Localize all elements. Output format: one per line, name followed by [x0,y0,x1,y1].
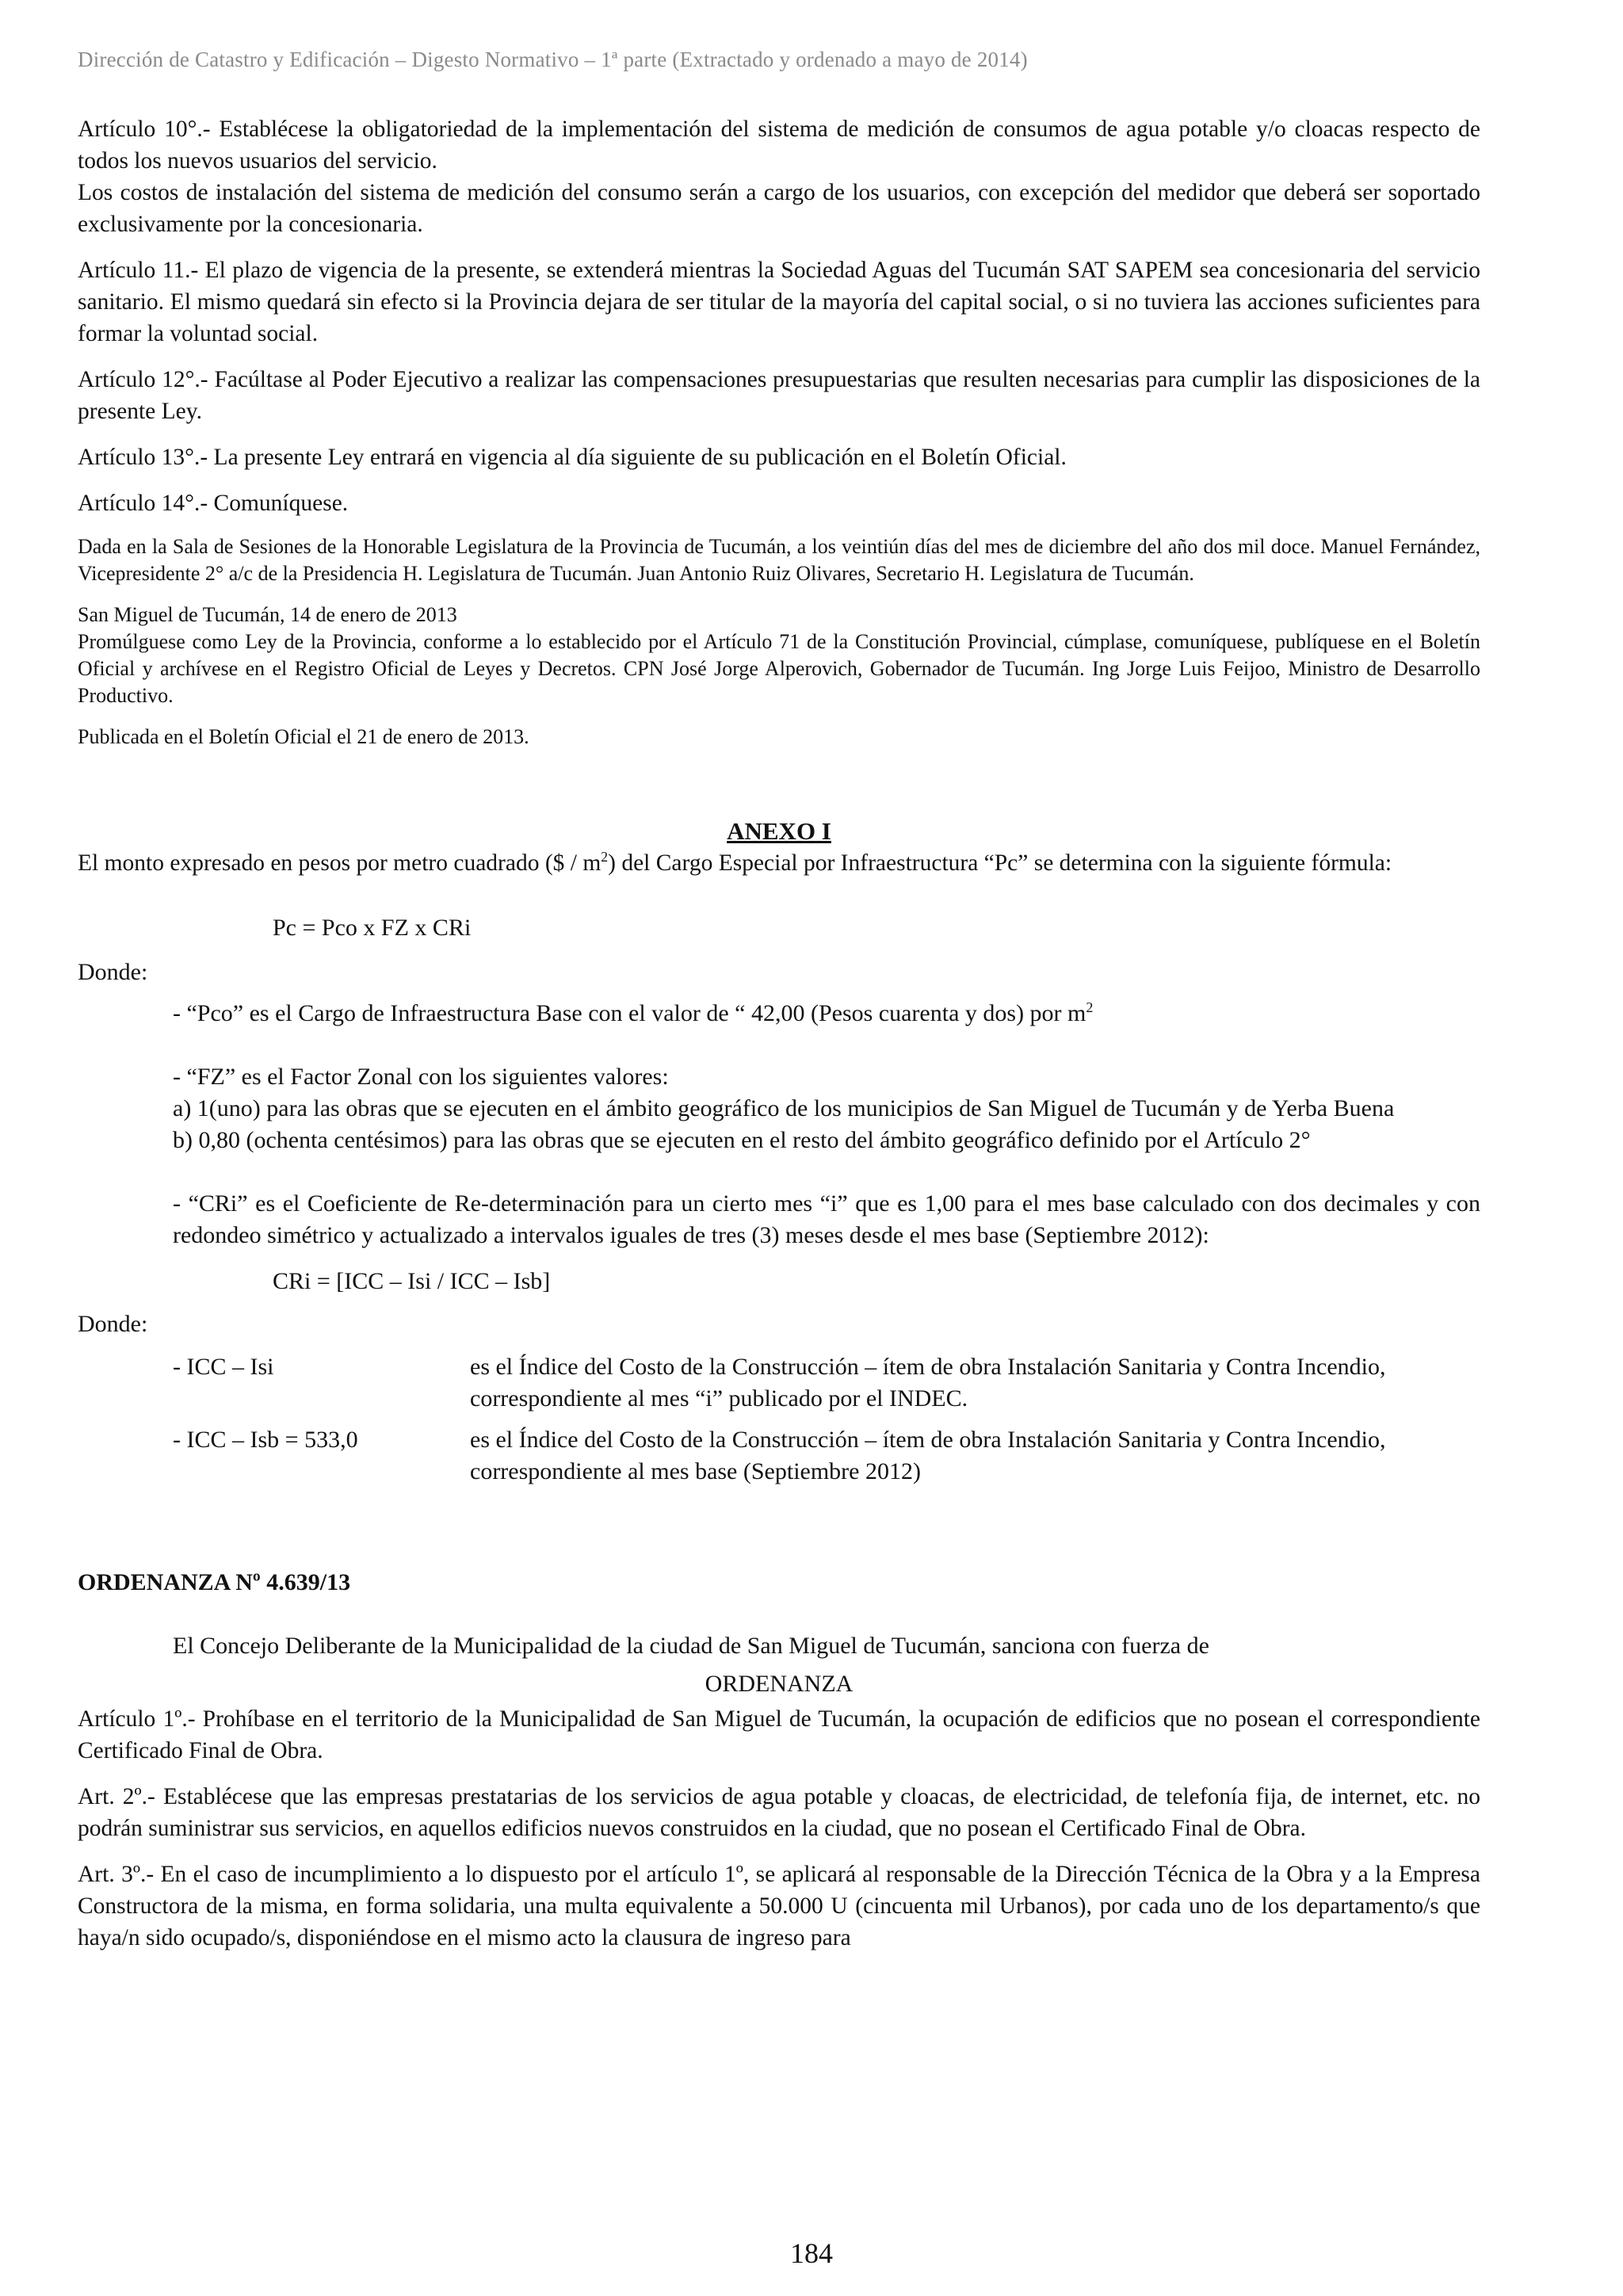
annex-intro-part-b: ) del Cargo Especial por Infraestructura “Pc” se determina con la siguiente fórmula: [608,850,1392,876]
annex-intro-part-a: El monto expresado en pesos por metro cuadrado ($ / m [78,850,601,876]
promulgation-place-date: San Miguel de Tucumán, 14 de enero de 2013 [78,603,457,626]
donde-label-2: Donde: [78,1311,148,1337]
annex-intro-superscript: 2 [601,849,609,865]
cri-definition: - “CRi” es el Coeficiente de Re-determinación para un cierto mes “i” que es 1,00 para el mes base calculado con dos decimales y con redondeo simétrico y actualizado a intervalos iguales de tres (3) meses desde el mes base (Septiembre 2012): [173,1190,1480,1248]
article-13: Artículo 13°.- La presente Ley entrará en vigencia al día siguiente de su publicación en el Boletín Oficial. [78,445,1067,470]
ordinance-article-1: Artículo 1º.- Prohíbase en el territorio de la Municipalidad de San Miguel de Tucumán, la ocupación de edificios que no posean el correspondiente Certificado Final de Obra. [78,1706,1480,1763]
ordinance-article-3: Art. 3º.- En el caso de incumplimiento a lo dispuesto por el artículo 1º, se aplicará al responsable de la Dirección Técnica de la Obra y a la Empresa Constructora de la misma, en forma solidaria, una multa equivalente a 50.000 U (cincuenta mil Urbanos), por cada uno de los departamento/s que haya/n sido ocupado/s, disponiéndose en el mismo acto la clausura de ingreso para [78,1862,1480,1950]
ordinance-heading: ORDENANZA [705,1671,854,1697]
definition-row-isi [78,1351,1480,1415]
fz-option-a: a) 1(uno) para las obras que se ejecuten en el ámbito geográfico de los municipios de San Miguel de Tucumán y de Yerba Buena [173,1095,1395,1121]
article-10-paragraph-1: Artículo 10°.- Establécese la obligatoriedad de la implementación del sistema de medición de consumos de agua potable y/o cloacas respecto de todos los nuevos usuarios del servicio. [78,117,1480,174]
pco-superscript: 2 [1086,999,1094,1015]
sanction-text: Dada en la Sala de Sesiones de la Honorable Legislatura de la Provincia de Tucumán, a los veintiún días del mes de diciembre del año dos mil doce. Manuel Fernández, Vicepresidente 2° a/c de la Presidencia H. Legislatura de Tucumán. Juan Antonio Ruiz Olivares, Secretario H. Legislatura de Tucumán. [78,535,1480,585]
annex-title: ANEXO I [727,817,831,845]
pco-definition [78,998,1480,1030]
definition-term: - ICC – Isi [173,1354,274,1380]
formula-cri: CRi = [ICC – Isi / ICC – Isb] [273,1268,551,1294]
definition-row-isb [78,1424,1480,1488]
annex-intro [78,847,1480,879]
article-11: Artículo 11.- El plazo de vigencia de la presente, se extenderá mientras la Sociedad Aguas del Tucumán SAT SAPEM sea concesionaria del servicio sanitario. El mismo quedará sin efecto si la Provincia dejara de ser titular de la mayoría del capital social, o si no tuviera las acciones suficientes para formar la voluntad social. [78,258,1480,346]
article-12: Artículo 12°.- Facúltase al Poder Ejecutivo a realizar las compensaciones presupuestarias que resulten necesarias para cumplir las disposiciones de la presente Ley. [78,367,1480,424]
ordinance-preamble: El Concejo Deliberante de la Municipalidad de la ciudad de San Miguel de Tucumán, sanciona con fuerza de [173,1633,1209,1659]
donde-label-1: Donde: [78,959,148,985]
article-14: Artículo 14°.- Comuníquese. [78,491,349,516]
publication-note: Publicada en el Boletín Oficial el 21 de enero de 2013. [78,725,529,748]
pco-definition-text: - “Pco” es el Cargo de Infraestructura Base con el valor de “ 42,00 (Pesos cuarenta y dos) por m [173,1000,1086,1026]
page-number: 184 [790,2237,833,2269]
ordinance-title: ORDENANZA Nº 4.639/13 [78,1569,351,1595]
article-10-paragraph-2: Los costos de instalación del sistema de medición del consumo serán a cargo de los usuarios, con excepción del medidor que deberá ser soportado exclusivamente por la concesionaria. [78,180,1480,237]
definition-description: es el Índice del Costo de la Construcción – ítem de obra Instalación Sanitaria y Contra Incendio, correspondiente al mes “i” publicado por el INDEC. [470,1354,1386,1412]
formula-pc: Pc = Pco x FZ x CRi [273,915,472,941]
running-header: Dirección de Catastro y Edificación – Digesto Normativo – 1ª parte (Extractado y ordenado a mayo de 2014) [78,48,1028,71]
definition-term: - ICC – Isb = 533,0 [173,1427,358,1453]
definition-description: es el Índice del Costo de la Construcción – ítem de obra Instalación Sanitaria y Contra Incendio, correspondiente al mes base (Septiembre 2012) [470,1427,1386,1484]
promulgation-text: Promúlguese como Ley de la Provincia, conforme a lo establecido por el Artículo 71 de la Constitución Provincial, cúmplase, comuníquese, publíquese en el Boletín Oficial y archívese en el Registro Oficial de Leyes y Decretos. CPN José Jorge Alperovich, Gobernador de Tucumán. Ing Jorge Luis Feijoo, Ministro de Desarrollo Productivo. [78,630,1480,707]
fz-intro: - “FZ” es el Factor Zonal con los siguientes valores: [173,1064,669,1090]
ordinance-article-2: Art. 2º.- Establécese que las empresas prestatarias de los servicios de agua potable y cloacas, de electricidad, de telefonía fija, de internet, etc. no podrán suministrar sus servicios, en aquellos edificios nuevos construidos en la ciudad, que no posean el Certificado Final de Obra. [78,1784,1480,1841]
fz-option-b: b) 0,80 (ochenta centésimos) para las obras que se ejecuten en el resto del ámbito geográfico definido por el Artículo 2° [173,1127,1311,1153]
